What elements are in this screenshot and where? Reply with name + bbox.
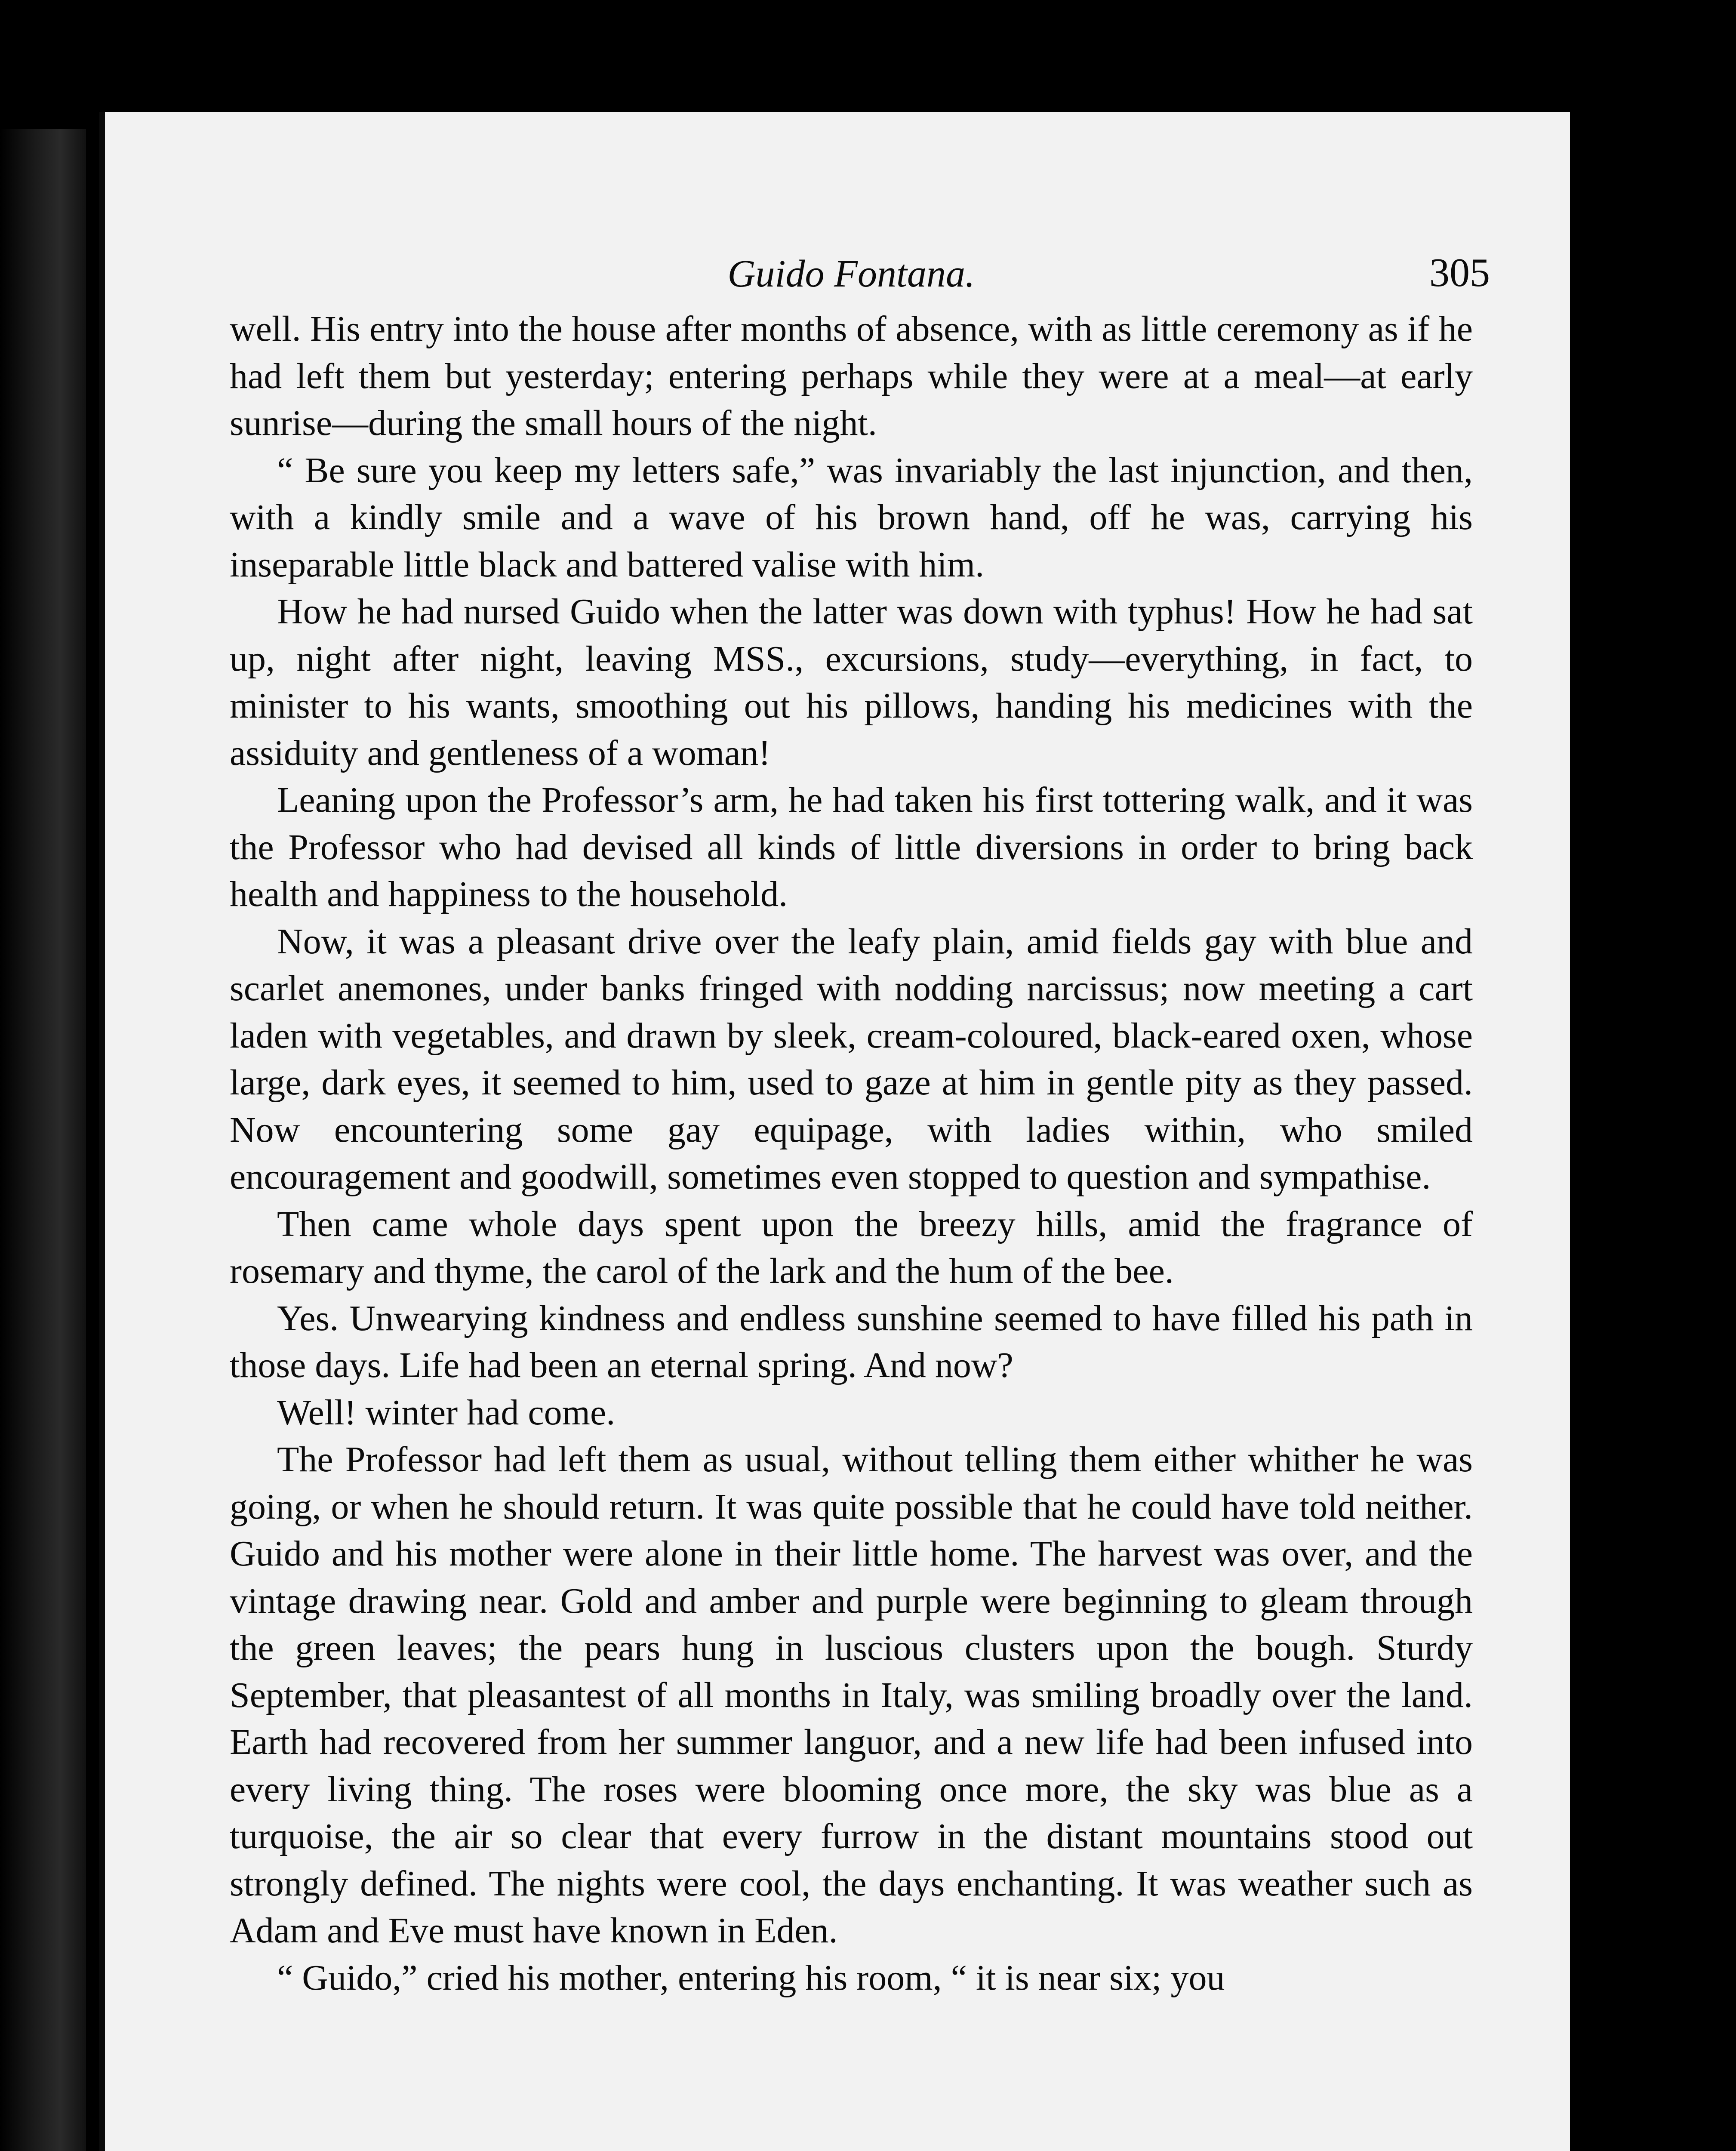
paragraph: Then came whole days spent upon the breezy hills, amid the fragrance of rosemary and thyme, the carol of the lark and the hum of the bee. xyxy=(230,1204,1473,1291)
paragraph: Now, it was a pleasant drive over the leafy plain, amid fields gay with blue and scarlet anemones, under banks fringed with nodding narcissus; now meeting a cart laden with vegetables, and drawn by sleek, cream-coloured, black-eared oxen, whose large, dark eyes, it seemed to him, used to gaze at him in gentle pity as they passed. Now encountering some gay equipage, with ladies within, who smiled encouragement and goodwill, sometimes even stopped to question and sympathise. xyxy=(230,921,1473,1197)
paragraph: Leaning upon the Professor’s arm, he had taken his first tottering walk, and it was the Professor who had devised all kinds of little diversions in order to bring back health and happiness to the household. xyxy=(230,780,1473,914)
paragraph: Well! winter had come. xyxy=(277,1392,616,1433)
paragraph: well. His entry into the house after months of absence, with as little ceremony as if he had left them but yesterday; entering perhaps while they were at a meal—at early sunrise—during the small hours of the night. xyxy=(230,309,1473,443)
running-head xyxy=(230,241,1490,305)
paragraph: “ Be sure you keep my letters safe,” was invariably the last injunction, and then, with a kindly smile and a wave of his brown hand, off he was, carrying his inseparable little black and battered valise with him. xyxy=(230,450,1473,585)
book-page xyxy=(99,112,1570,2151)
adjacent-page-edge xyxy=(0,129,86,2151)
paragraph: Yes. Unwearying kindness and endless sunshine seemed to have filled his path in those days. Life had been an eternal spring. And now? xyxy=(230,1298,1473,1385)
running-title: Guido Fontana. xyxy=(727,253,975,295)
paragraph: “ Guido,” cried his mother, entering his room, “ it is near six; you xyxy=(277,1957,1225,1998)
page-content xyxy=(230,241,1490,2001)
paragraph: How he had nursed Guido when the latter was down with typhus! How he had sat up, night after night, leaving MSS., excursions, study—everything, in fact, to minister to his wants, smoothing out his pillows, handing his medicines with the assiduity and gentleness of a woman! xyxy=(230,592,1473,773)
paragraph: The Professor had left them as usual, without telling them either whither he was going, or when he should return. It was quite possible that he could have told neither. Guido and his mother were alone in their little home. The harvest was over, and the vintage drawing near. Gold and amber and purple were beginning to gleam through the green leaves; the pears hung in luscious clusters upon the bough. Sturdy September, that pleasantest of all months in Italy, was smiling broadly over the land. Earth had recovered from her summer languor, and a new life had been infused into every living thing. The roses were blooming once more, the sky was blue as a turquoise, the air so clear that every furrow in the distant mountains stood out strongly defined. The nights were cool, the days enchanting. It was weather such as Adam and Eve must have known in Eden. xyxy=(230,1439,1473,1951)
page-number: 305 xyxy=(1429,250,1490,295)
